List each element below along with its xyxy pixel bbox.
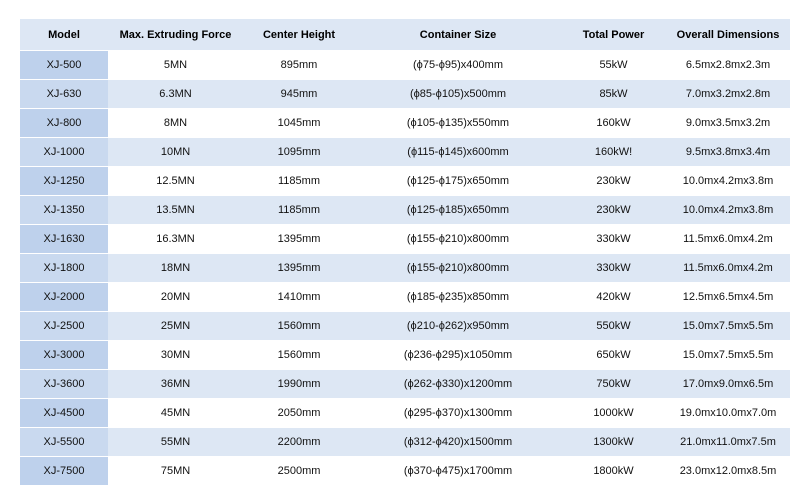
cell-center-height: 1410mm (243, 283, 355, 312)
cell-max-extruding-force: 8MN (108, 109, 243, 138)
cell-total-power: 160kW! (561, 138, 666, 167)
cell-overall-dimensions: 10.0mx4.2mx3.8m (666, 196, 790, 225)
header-row (20, 19, 790, 51)
cell-overall-dimensions: 23.0mx12.0mx8.5m (666, 457, 790, 486)
cell-total-power: 1000kW (561, 399, 666, 428)
table-row (20, 428, 790, 457)
cell-model: XJ-500 (20, 51, 108, 80)
cell-max-extruding-force: 25MN (108, 312, 243, 341)
cell-total-power: 650kW (561, 341, 666, 370)
cell-model: XJ-5500 (20, 428, 108, 457)
cell-max-extruding-force: 30MN (108, 341, 243, 370)
cell-total-power: 55kW (561, 51, 666, 80)
cell-total-power: 1800kW (561, 457, 666, 486)
cell-container-size: (ϕ210-ϕ262)x950mm (355, 312, 561, 341)
cell-model: XJ-4500 (20, 399, 108, 428)
cell-max-extruding-force: 55MN (108, 428, 243, 457)
cell-center-height: 1560mm (243, 341, 355, 370)
cell-center-height: 2050mm (243, 399, 355, 428)
cell-model: XJ-2000 (20, 283, 108, 312)
cell-model: XJ-2500 (20, 312, 108, 341)
cell-total-power: 550kW (561, 312, 666, 341)
cell-model: XJ-3000 (20, 341, 108, 370)
cell-container-size: (ϕ312-ϕ420)x1500mm (355, 428, 561, 457)
cell-overall-dimensions: 12.5mx6.5mx4.5m (666, 283, 790, 312)
cell-model: XJ-800 (20, 109, 108, 138)
header-container-size: Container Size (355, 19, 561, 51)
table-body (20, 51, 790, 486)
cell-container-size: (ϕ125-ϕ175)x650mm (355, 167, 561, 196)
cell-overall-dimensions: 17.0mx9.0mx6.5m (666, 370, 790, 399)
cell-overall-dimensions: 6.5mx2.8mx2.3m (666, 51, 790, 80)
cell-max-extruding-force: 16.3MN (108, 225, 243, 254)
cell-max-extruding-force: 12.5MN (108, 167, 243, 196)
cell-max-extruding-force: 45MN (108, 399, 243, 428)
cell-container-size: (ϕ295-ϕ370)x1300mm (355, 399, 561, 428)
cell-center-height: 895mm (243, 51, 355, 80)
cell-model: XJ-1000 (20, 138, 108, 167)
cell-model: XJ-1630 (20, 225, 108, 254)
cell-center-height: 945mm (243, 80, 355, 109)
cell-overall-dimensions: 9.5mx3.8mx3.4m (666, 138, 790, 167)
cell-model: XJ-630 (20, 80, 108, 109)
specifications-table (20, 19, 790, 486)
header-total-power: Total Power (561, 19, 666, 51)
cell-center-height: 1095mm (243, 138, 355, 167)
table-header (20, 19, 790, 51)
table-row (20, 51, 790, 80)
header-max-extruding-force: Max. Extruding Force (108, 19, 243, 51)
cell-total-power: 1300kW (561, 428, 666, 457)
cell-container-size: (ϕ105-ϕ135)x550mm (355, 109, 561, 138)
table-row (20, 167, 790, 196)
cell-total-power: 420kW (561, 283, 666, 312)
header-center-height: Center Height (243, 19, 355, 51)
cell-overall-dimensions: 11.5mx6.0mx4.2m (666, 254, 790, 283)
cell-center-height: 1185mm (243, 196, 355, 225)
cell-total-power: 160kW (561, 109, 666, 138)
cell-center-height: 1990mm (243, 370, 355, 399)
cell-max-extruding-force: 10MN (108, 138, 243, 167)
cell-max-extruding-force: 75MN (108, 457, 243, 486)
cell-max-extruding-force: 5MN (108, 51, 243, 80)
cell-overall-dimensions: 15.0mx7.5mx5.5m (666, 341, 790, 370)
cell-center-height: 1560mm (243, 312, 355, 341)
table-row (20, 399, 790, 428)
header-overall-dimensions: Overall Dimensions (666, 19, 790, 51)
cell-container-size: (ϕ115-ϕ145)x600mm (355, 138, 561, 167)
cell-center-height: 1045mm (243, 109, 355, 138)
cell-container-size: (ϕ75-ϕ95)x400mm (355, 51, 561, 80)
table-row (20, 138, 790, 167)
cell-overall-dimensions: 19.0mx10.0mx7.0m (666, 399, 790, 428)
cell-total-power: 330kW (561, 225, 666, 254)
cell-max-extruding-force: 20MN (108, 283, 243, 312)
cell-overall-dimensions: 11.5mx6.0mx4.2m (666, 225, 790, 254)
table-row (20, 254, 790, 283)
cell-container-size: (ϕ85-ϕ105)x500mm (355, 80, 561, 109)
cell-overall-dimensions: 15.0mx7.5mx5.5m (666, 312, 790, 341)
cell-center-height: 2200mm (243, 428, 355, 457)
cell-model: XJ-1800 (20, 254, 108, 283)
cell-container-size: (ϕ262-ϕ330)x1200mm (355, 370, 561, 399)
cell-container-size: (ϕ155-ϕ210)x800mm (355, 254, 561, 283)
table-row (20, 341, 790, 370)
cell-container-size: (ϕ185-ϕ235)x850mm (355, 283, 561, 312)
table-row (20, 225, 790, 254)
table-row (20, 109, 790, 138)
cell-total-power: 230kW (561, 196, 666, 225)
cell-max-extruding-force: 18MN (108, 254, 243, 283)
table-row (20, 370, 790, 399)
cell-container-size: (ϕ370-ϕ475)x1700mm (355, 457, 561, 486)
cell-model: XJ-1350 (20, 196, 108, 225)
table-row (20, 312, 790, 341)
cell-overall-dimensions: 21.0mx11.0mx7.5m (666, 428, 790, 457)
cell-center-height: 1185mm (243, 167, 355, 196)
cell-container-size: (ϕ125-ϕ185)x650mm (355, 196, 561, 225)
cell-center-height: 1395mm (243, 254, 355, 283)
table-row (20, 80, 790, 109)
header-model: Model (20, 19, 108, 51)
cell-total-power: 750kW (561, 370, 666, 399)
table-row (20, 196, 790, 225)
cell-container-size: (ϕ155-ϕ210)x800mm (355, 225, 561, 254)
cell-model: XJ-3600 (20, 370, 108, 399)
cell-overall-dimensions: 9.0mx3.5mx3.2m (666, 109, 790, 138)
table-row (20, 457, 790, 486)
cell-model: XJ-1250 (20, 167, 108, 196)
cell-total-power: 85kW (561, 80, 666, 109)
cell-model: XJ-7500 (20, 457, 108, 486)
cell-center-height: 1395mm (243, 225, 355, 254)
table-row (20, 283, 790, 312)
cell-max-extruding-force: 13.5MN (108, 196, 243, 225)
cell-overall-dimensions: 10.0mx4.2mx3.8m (666, 167, 790, 196)
cell-container-size: (ϕ236-ϕ295)x1050mm (355, 341, 561, 370)
cell-overall-dimensions: 7.0mx3.2mx2.8m (666, 80, 790, 109)
cell-max-extruding-force: 6.3MN (108, 80, 243, 109)
cell-total-power: 330kW (561, 254, 666, 283)
cell-total-power: 230kW (561, 167, 666, 196)
cell-center-height: 2500mm (243, 457, 355, 486)
cell-max-extruding-force: 36MN (108, 370, 243, 399)
